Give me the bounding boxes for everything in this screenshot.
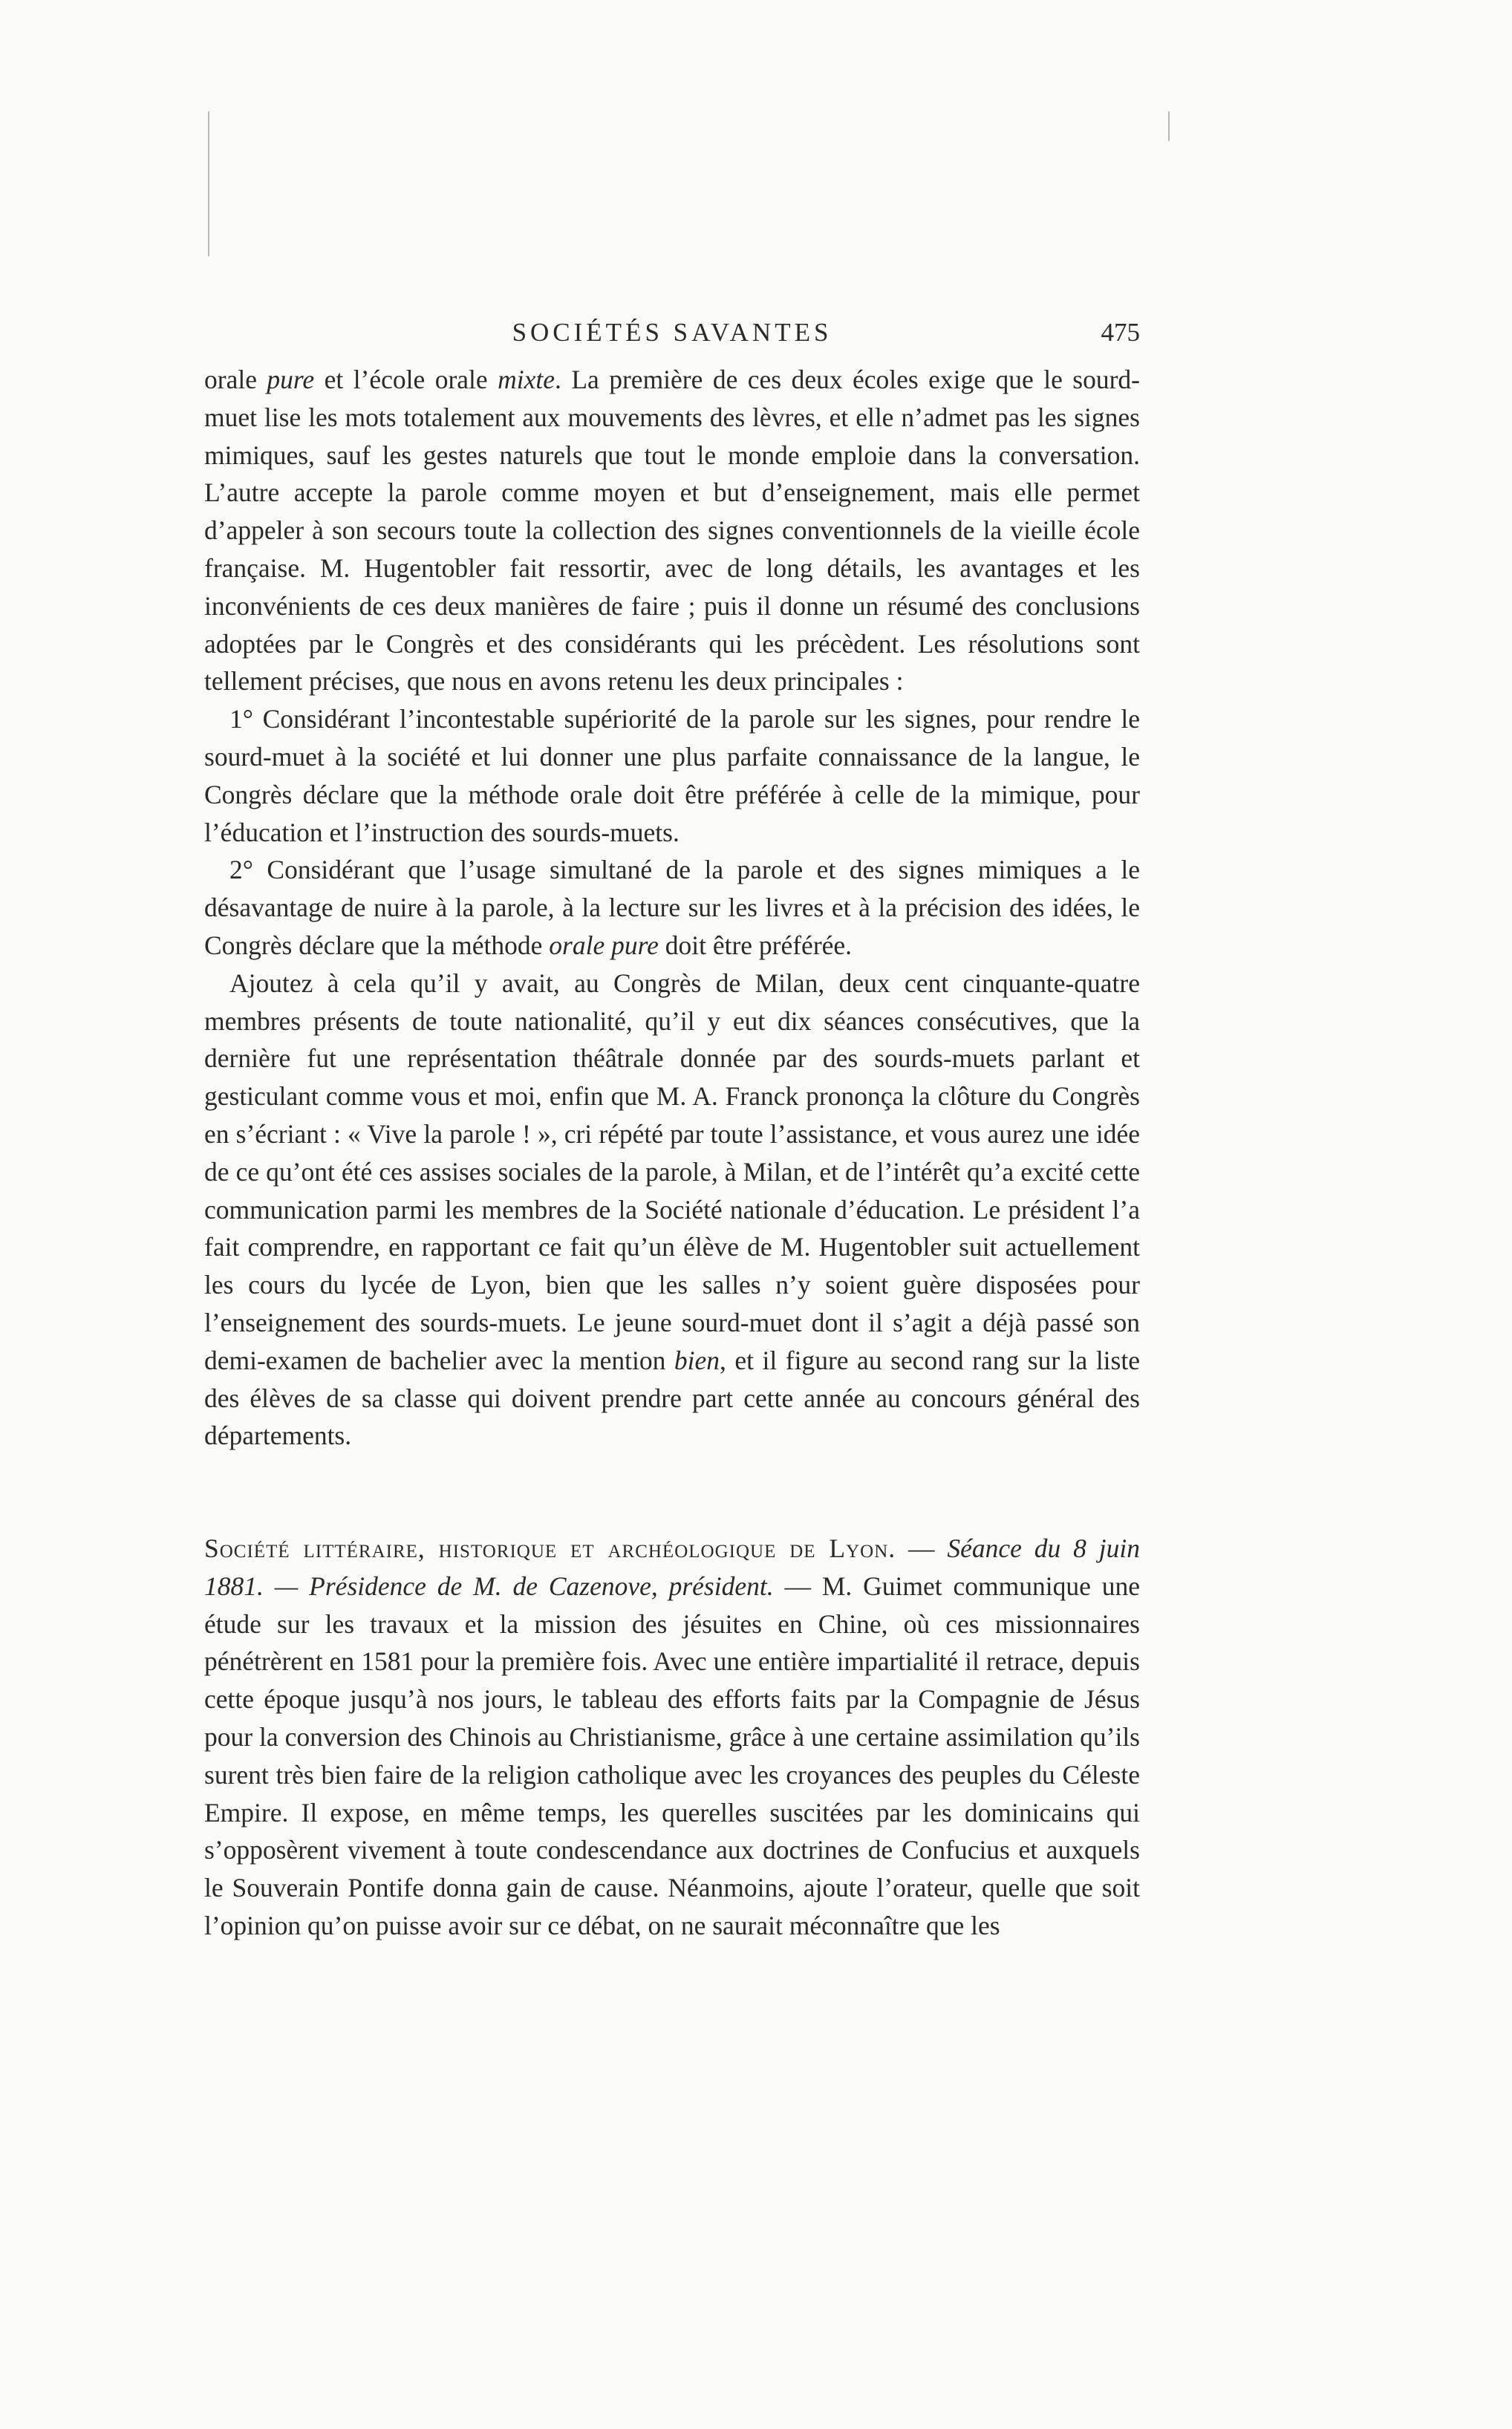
margin-scan-mark-right (1168, 111, 1170, 141)
running-title: SOCIÉTÉS SAVANTES (512, 318, 832, 347)
italic-run: orale pure (549, 930, 659, 960)
italic-run: mixte (498, 365, 555, 394)
section-lyon-society (204, 1530, 1140, 1945)
section-paragraph (204, 1530, 1140, 1945)
text-run: orale (204, 365, 267, 394)
society-name: Société littéraire, historique et archéologique de Lyon. (204, 1533, 896, 1563)
text-run: Ajoutez à cela qu’il y avait, au Congrès de Milan, deux cent cinquante-quatre membres présents de toute nationalité, qu’il y eut dix séances consécutives, que la dernière fut une représentation théâtrale donnée par des sourds-muets parlant et gesticulant comme vous et moi, enfin que M. A. Franck prononça la clôture du Congrès en s’écriant : « Vive la parole ! », cri répété par toute l’assistance, et vous aurez une idée de ce qu’ont été ces assises sociales de la parole, à Milan, et de l’intérêt qu’a excité cette communication parmi les membres de la Société nationale d’éducation. Le président l’a fait comprendre, en rapportant ce fait qu’un élève de M. Hugentobler suit actuellement les cours du lycée de Lyon, bien que les salles n’y soient guère disposées pour l’enseignement des sourds-muets. Le jeune sourd-muet dont il s’agit a déjà passé son demi-examen de bachelier avec la mention (204, 968, 1140, 1375)
resolution-1: 1° Considérant l’incontestable supériorité de la parole sur les signes, pour rendre le sourd-muet à la société et lui donner une plus parfaite connaissance de la langue, le Congrès déclare que la méthode orale doit être préférée à celle de la mimique, pour l’éducation et l’instruction des sourds-muets. (204, 704, 1140, 847)
session-heading: Séance du 8 juin 1881. — Présidence de M. de Cazenove, président. (204, 1533, 1141, 1601)
page-number: 475 (1101, 318, 1140, 347)
text-run: et l’école orale (314, 365, 498, 394)
text-run: doit être préférée. (658, 930, 853, 960)
italic-run: bien (674, 1345, 720, 1375)
paragraph-continuation (204, 361, 1140, 700)
text-run: . La première de ces deux écoles exige que le sourd-muet lise les mots totalement aux mouvements des lèvres, et elle n’admet pas les signes mimiques, sauf les gestes naturels que tout le monde emploie dans la conversation. L’autre accepte la parole comme moyen et but d’enseignement, mais elle permet d’appeler à son secours toute la collection des signes conventionnels de la vieille école française. M. Hugentobler fait ressortir, avec de long détails, les avantages et les inconvénients de ces deux manières de faire ; puis il donne un résumé des conclusions adoptées par le Congrès et des considérants qui les précèdent. Les résolutions sont tellement précises, que nous en avons retenu les deux principales : (204, 365, 1140, 697)
text-run: , et il figure au second rang sur la liste des élèves de sa classe qui doivent prendre part cette année au concours général des départements. (204, 1345, 1140, 1451)
page-header (204, 318, 1140, 355)
text-run: — (896, 1533, 948, 1563)
paragraph-milan (204, 965, 1140, 1455)
margin-scan-mark (208, 111, 209, 256)
body-text (204, 361, 1140, 1455)
text-run: 2° Considérant que l’usage simultané de la parole et des signes mimiques a le désavantage de nuire à la parole, à la lecture sur les livres et à la précision des idées, le Congrès déclare que la méthode (204, 855, 1140, 960)
text-run: — M. Guimet communique une étude sur les travaux et la mission des jésuites en Chine, où ces missionnaires pénétrèrent en 1581 pour la première fois. Avec une entière impartialité il retrace, depuis cette époque jusqu’à nos jours, le tableau des efforts faits par la Compagnie de Jésus pour la conversion des Chinois au Christianisme, grâce à une certaine assimilation qu’ils surent très bien faire de la religion catholique avec les croyances des peuples du Céleste Empire. Il expose, en même temps, les querelles suscitées par les dominicains qui s’opposèrent vivement à toute condescendance aux doctrines de Confucius et auxquels le Souverain Pontife donna gain de cause. Néanmoins, ajoute l’orateur, quelle que soit l’opinion qu’on puisse avoir sur ce débat, on ne saurait méconnaître que les (204, 1571, 1140, 1940)
italic-run: pure (267, 365, 315, 394)
resolution-2 (204, 851, 1140, 964)
